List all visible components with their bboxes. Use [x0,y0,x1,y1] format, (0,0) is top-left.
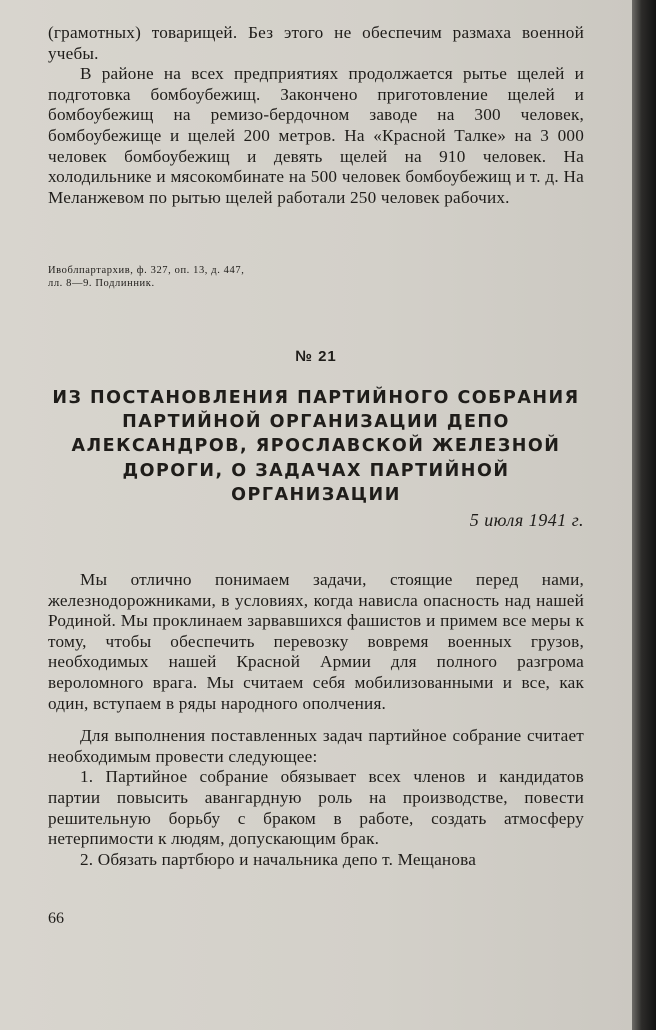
continuation-paragraph: (грамотных) товарищей. Без этого не обеспечим размаха военной учебы. [48,23,584,63]
book-spine [632,0,656,1030]
archive-reference [48,264,448,290]
document-number: № 21 [295,348,337,365]
archive-reference-line: лл. 8—9. Подлинник. [48,278,155,289]
resolution-item-2: 2. Обязать партбюро и начальника депо т. Мещанова [80,849,477,869]
top-text-block [48,23,584,208]
page-number: 66 [48,910,64,927]
body-paragraph: Мы отлично понимаем задачи, стоящие перед нами, железнодорожниками, в условиях, когда нависла опасность над нашей Родиной. Мы проклинаем зарвавшихся фашистов и примем все меры к тому, чтобы обеспечить перевозку вовремя военных грузов, необходимых нашей Красной Армии для полного разгрома вероломного врага. Мы считаем себя мобилизованными и все, как один, вступаем в ряды народного ополчения. [48,570,584,713]
archive-reference-line: Ивоблпартархив, ф. 327, оп. 13, д. 447, [48,265,245,276]
document-date: 5 июля 1941 г. [469,510,584,530]
document-title: ИЗ ПОСТАНОВЛЕНИЯ ПАРТИЙНОГО СОБРАНИЯ ПАРТИЙНОЙ ОРГАНИЗАЦИИ ДЕПО АЛЕКСАНДРОВ, ЯРОСЛАВСКОЙ ЖЕЛЕЗНОЙ ДОРОГИ, О ЗАДАЧАХ ПАРТИЙНОЙ ОРГАНИЗАЦИИ [52,388,580,505]
document-body [48,570,584,870]
district-paragraph: В районе на всех предприятиях продолжается рытье щелей и подготовка бомбоубежищ. Закончено приготовление щелей и бомбоубежищ на ремизо-бердочном заводе на 300 человек, бомбоубежище и щелей 200 метров. На «Красной Талке» на 3 000 человек бомбоубежищ и девять щелей на 910 человек. На холодильнике и мясокомбинате на 500 человек бомбоубежищ и т. д. На Меланжевом по рытью щелей работали 250 человек рабочих. [48,64,584,207]
body-paragraph: Для выполнения поставленных задач партийное собрание считает необходимым провести следующее: [48,726,584,766]
resolution-item-1: 1. Партийное собрание обязывает всех членов и кандидатов партии повысить авангардную роль на производстве, повести решительную борьбу с браком в работе, создать атмосферу нетерпимости к людям, допускающим брак. [48,767,584,849]
